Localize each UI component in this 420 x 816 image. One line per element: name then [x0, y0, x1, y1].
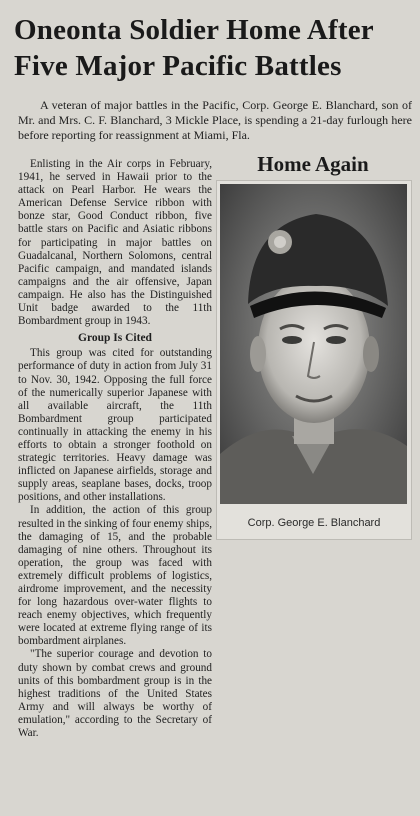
photo-caption: Corp. George E. Blanchard [247, 517, 381, 529]
headline-line-1: Oneonta Soldier Home After [14, 14, 374, 46]
paragraph-enlistment: Enlisting in the Air corps in February, 1941, he served in Hawaii prior to the attack on Pearl Harbor. He wears the American Defense Service ribbon with bonze star, Good Conduct ribbon, five battle stars on Pacific and Asiatic ribbons for participating in major battles on Guadalcanal, Northern Solomons, central Pacific campaign, and mandated islands campaigns and the air offensive, Japan campaign. He also has the Distinguished Unit badge awarded to the 11th Bombardment group in 1943. [18, 158, 212, 328]
soldier-portrait-photo [220, 184, 407, 504]
photo-title: Home Again [257, 152, 369, 176]
headline-line-2: Five Major Pacific Battles [14, 50, 342, 82]
lede-paragraph: A veteran of major battles in the Pacific, Corp. George E. Blanchard, son of Mr. and Mrs. C. F. Blanchard, 3 Mickle Place, is spending a 21-day furlough here before reporting for reassignment at Miami, Fla. [18, 98, 412, 142]
paragraph-quote: "The superior courage and devotion to duty shown by combat crews and ground units of this bombardment group is in the highest traditions of the United States Army and will always be worthy of emulation," according to the Secretary of War. [18, 648, 212, 740]
headline [14, 12, 408, 84]
article-body-column [18, 158, 212, 740]
subhead-group-cited: Group Is Cited [78, 332, 152, 345]
paragraph-sinkings: In addition, the action of this group resulted in the sinking of four enemy ships, the damaging of 15, and the probable damaging of nine others. Throughout its operation, the group was faced with extremely difficult problems of logistics, airdrome improvement, and the necessity for long hazardous over-water flights to reach enemy objectives, which frequently were located at extreme flying range of its bombardment airplanes. [18, 504, 212, 648]
photo-box [216, 180, 412, 540]
paragraph-citation: This group was cited for outstanding performance of duty in action from July 31 to Nov. 30, 1942. Opposing the full force of the numerically superior Japanese with all available aircraft, the 11th Bombardment group participated continually in attacking the enemy in his efforts to obtain a stronger foothold on strategic territories. Heavy damage was inflicted on Japanese airfields, storage and supply areas, seaplane bases, docks, troop positions, and other installations. [18, 347, 212, 504]
